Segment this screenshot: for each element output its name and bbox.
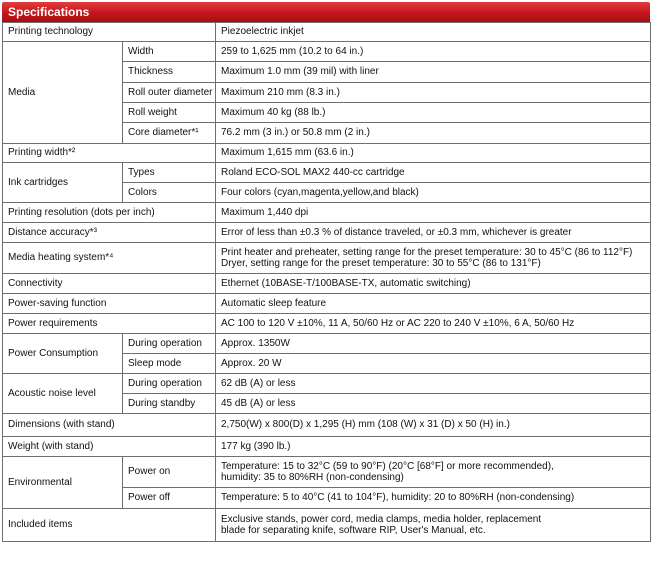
row-value: Maximum 1,440 dpi	[216, 203, 651, 223]
row-value: 45 dB (A) or less	[216, 394, 651, 414]
row-value: 62 dB (A) or less	[216, 374, 651, 394]
sub-label: Colors	[123, 183, 216, 203]
row-value: AC 100 to 120 V ±10%, 11 A, 50/60 Hz or AC 220 to 240 V ±10%, 6 A, 50/60 Hz	[216, 314, 651, 334]
row-value	[216, 243, 651, 274]
row-label: Included items	[3, 509, 216, 542]
row-value: Piezoelectric inkjet	[216, 23, 651, 42]
specifications-title: Specifications	[2, 2, 650, 22]
row-value: Ethernet (10BASE-T/100BASE-TX, automatic switching)	[216, 274, 651, 294]
row-value: Approx. 20 W	[216, 354, 651, 374]
table-row	[3, 334, 651, 354]
sub-label: Sleep mode	[123, 354, 216, 374]
row-value	[216, 457, 651, 488]
value-line: blade for separating knife, software RIP, User's Manual, etc.	[221, 525, 486, 536]
row-value: Approx. 1350W	[216, 334, 651, 354]
row-value: Four colors (cyan,magenta,yellow,and black)	[216, 183, 651, 203]
row-label: Distance accuracy*³	[3, 223, 216, 243]
row-value	[216, 509, 651, 542]
table-row	[3, 437, 651, 457]
spec-table	[2, 22, 651, 542]
value-line: Print heater and preheater, setting range for the preset temperature: 30 to 45°C (86 to 112°F)	[221, 247, 633, 258]
sub-label: Types	[123, 163, 216, 183]
row-label: Weight (with stand)	[3, 437, 216, 457]
row-value: 2,750(W) x 800(D) x 1,295 (H) mm (108 (W) x 31 (D) x 50 (H) in.)	[216, 414, 651, 437]
row-value: Maximum 1,615 mm (63.6 in.)	[216, 144, 651, 163]
sub-label: Roll outer diameter	[123, 83, 216, 103]
sub-label: During standby	[123, 394, 216, 414]
value-line: humidity: 35 to 80%RH (non-condensing)	[221, 472, 404, 483]
sub-label: Core diameter*¹	[123, 123, 216, 144]
row-label: Environmental	[3, 457, 123, 509]
row-label: Media heating system*⁴	[3, 243, 216, 274]
row-label: Acoustic noise level	[3, 374, 123, 414]
sub-label: Power off	[123, 488, 216, 509]
table-row	[3, 294, 651, 314]
row-label: Power-saving function	[3, 294, 216, 314]
row-label: Printing width*²	[3, 144, 216, 163]
row-value: Roland ECO-SOL MAX2 440-cc cartridge	[216, 163, 651, 183]
table-row	[3, 144, 651, 163]
row-value: 177 kg (390 lb.)	[216, 437, 651, 457]
row-label: Printing resolution (dots per inch)	[3, 203, 216, 223]
row-label: Dimensions (with stand)	[3, 414, 216, 437]
row-label: Ink cartridges	[3, 163, 123, 203]
row-label: Power requirements	[3, 314, 216, 334]
row-value: Maximum 210 mm (8.3 in.)	[216, 83, 651, 103]
table-row	[3, 374, 651, 394]
sub-label: During operation	[123, 374, 216, 394]
row-value: 76.2 mm (3 in.) or 50.8 mm (2 in.)	[216, 123, 651, 144]
table-row	[3, 243, 651, 274]
value-line: Dryer, setting range for the preset temperature: 30 to 55°C (86 to 131°F)	[221, 258, 541, 269]
row-value: Temperature: 5 to 40°C (41 to 104°F), humidity: 20 to 80%RH (non-condensing)	[216, 488, 651, 509]
table-row	[3, 223, 651, 243]
sub-label: Thickness	[123, 62, 216, 83]
sub-label: During operation	[123, 334, 216, 354]
sub-label: Roll weight	[123, 103, 216, 123]
table-row	[3, 23, 651, 42]
row-label: Media	[3, 42, 123, 144]
table-row	[3, 414, 651, 437]
row-value: Maximum 1.0 mm (39 mil) with liner	[216, 62, 651, 83]
sub-label: Power on	[123, 457, 216, 488]
value-line: Exclusive stands, power cord, media clamps, media holder, replacement	[221, 514, 542, 525]
row-label: Printing technology	[3, 23, 216, 42]
table-row	[3, 274, 651, 294]
table-row	[3, 457, 651, 488]
table-row	[3, 42, 651, 62]
row-label: Power Consumption	[3, 334, 123, 374]
row-value: Maximum 40 kg (88 lb.)	[216, 103, 651, 123]
table-row	[3, 203, 651, 223]
sub-label: Width	[123, 42, 216, 62]
row-label: Connectivity	[3, 274, 216, 294]
row-value: Error of less than ±0.3 % of distance traveled, or ±0.3 mm, whichever is greater	[216, 223, 651, 243]
spec-sheet	[2, 2, 650, 542]
value-line: Temperature: 15 to 32°C (59 to 90°F) (20°C [68°F] or more recommended),	[221, 461, 554, 472]
table-row	[3, 509, 651, 542]
table-row	[3, 163, 651, 183]
row-value: 259 to 1,625 mm (10.2 to 64 in.)	[216, 42, 651, 62]
table-row	[3, 314, 651, 334]
row-value: Automatic sleep feature	[216, 294, 651, 314]
